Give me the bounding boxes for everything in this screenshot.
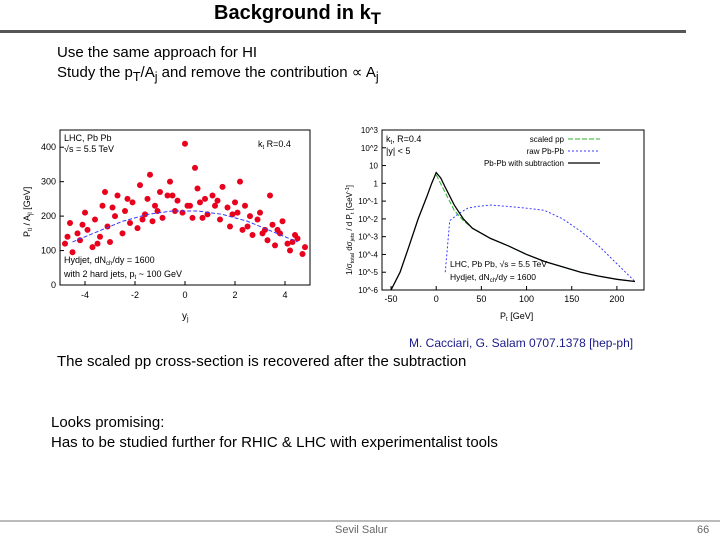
right-y-axis-label: $1/\sigma_{total}$ $d\sigma_{jets}$ / d $P_t$ [GeV$^{-1}$]	[345, 185, 356, 275]
left-data-point	[212, 203, 218, 209]
intro-line-1: Use the same approach for HI	[57, 44, 258, 61]
intro-line-2: Study the $p_T/A_j$ and remove the contribution ∝ $A_j$	[57, 64, 379, 84]
left-data-point	[112, 213, 118, 219]
left-x-tick-label: 2	[232, 290, 238, 300]
left-legend-line-2: √s = 5.5 TeV	[64, 144, 115, 154]
left-data-point	[240, 227, 246, 233]
left-data-point	[302, 244, 308, 250]
left-data-point	[245, 223, 251, 229]
right-x-tick-label: -50	[384, 294, 398, 304]
left-data-point	[255, 217, 261, 223]
left-data-point	[215, 198, 221, 204]
left-data-point	[287, 248, 293, 254]
left-data-point	[185, 203, 191, 209]
right-x-tick-label: 150	[564, 294, 580, 304]
left-info-line-2: with 2 hard jets, $p_t$ ~ 100 GeV	[64, 269, 183, 281]
left-data-point	[210, 192, 216, 198]
left-data-point	[237, 179, 243, 185]
left-data-point	[272, 242, 278, 248]
title-divider	[0, 30, 686, 33]
left-data-point	[267, 192, 273, 198]
left-x-tick-label: -2	[130, 290, 140, 300]
left-data-point	[275, 227, 281, 233]
left-data-point	[280, 218, 286, 224]
left-data-point	[295, 236, 301, 242]
left-data-point	[122, 208, 128, 214]
left-plot	[22, 130, 310, 323]
left-data-point	[195, 186, 201, 192]
right-x-tick-label: 100	[519, 294, 535, 304]
left-data-point	[62, 241, 68, 247]
right-info-line-1: LHC, Pb Pb, √s = 5.5 TeV	[450, 259, 547, 269]
conclusion-text	[51, 413, 498, 453]
right-x-axis-label: $P_t$ [GeV]	[500, 311, 534, 323]
left-data-point	[157, 189, 163, 195]
left-data-point	[270, 222, 276, 228]
left-y-axis-label: $P_{tl} / A_{jl}$ [GeV]	[22, 186, 34, 237]
left-data-point	[107, 239, 113, 245]
left-data-point	[97, 234, 103, 240]
right-y-tick-label: 10^-2	[358, 214, 378, 224]
left-x-axis-label: $y_j$	[182, 311, 189, 323]
left-data-point	[105, 223, 111, 229]
left-algo-label: $k_t$ R=0.4	[258, 139, 291, 151]
left-y-tick-label: 200	[40, 211, 56, 222]
left-data-point	[85, 227, 91, 233]
left-data-point	[170, 192, 176, 198]
left-data-point	[120, 230, 126, 236]
left-data-point	[80, 222, 86, 228]
left-x-tick-label: 4	[282, 290, 288, 300]
right-y-tick-label: 10^-5	[358, 268, 378, 278]
conclusion-line-2: Has to be studied further for RHIC & LHC with experimentalist tools	[51, 434, 498, 451]
legend-subtracted-label: Pb-Pb with subtraction	[483, 159, 564, 168]
left-data-point	[92, 217, 98, 223]
page-number: 66	[697, 524, 710, 536]
left-data-point	[90, 244, 96, 250]
right-algo-label: $k_t$, R=0.4	[386, 134, 422, 146]
left-x-tick-label: -4	[80, 290, 90, 300]
left-data-point	[67, 220, 73, 226]
left-data-point	[197, 199, 203, 205]
left-data-point	[167, 179, 173, 185]
slide-title: Background in $k_T$	[214, 2, 381, 28]
legend-scaled-pp-label: scaled pp	[529, 135, 564, 144]
right-y-tick-label: 10^-4	[358, 250, 378, 260]
left-data-point	[247, 213, 253, 219]
right-y-tick-label: 10^2	[360, 143, 378, 153]
right-info-line-2: Hydjet, $dN_{ch}/dy = 1600$	[450, 272, 536, 284]
left-data-point	[227, 223, 233, 229]
left-data-point	[192, 165, 198, 171]
right-y-tick-label: 10^-3	[358, 232, 378, 242]
left-data-point	[75, 230, 81, 236]
left-data-point	[130, 199, 136, 205]
left-legend-line-1: LHC, Pb Pb	[64, 133, 112, 143]
left-data-point	[145, 196, 151, 202]
legend-raw-label: raw Pb-Pb	[526, 147, 564, 156]
left-data-point	[257, 210, 263, 216]
left-data-point	[125, 196, 131, 202]
left-data-point	[140, 217, 146, 223]
left-y-tick-label: 300	[40, 176, 56, 187]
left-data-point	[110, 205, 116, 211]
left-data-point	[232, 199, 238, 205]
right-y-tick-label: 10^3	[360, 126, 378, 135]
figure	[22, 125, 690, 325]
left-y-tick-label: 400	[40, 142, 56, 153]
right-y-tick-label: 1	[373, 179, 378, 189]
left-data-point	[225, 205, 231, 211]
left-y-tick-label: 100	[40, 245, 56, 256]
left-data-point	[175, 198, 181, 204]
right-x-tick-label: 0	[433, 294, 439, 304]
right-y-tick-label: 10^-6	[358, 286, 378, 295]
left-data-point	[95, 241, 101, 247]
left-x-tick-label: 0	[182, 290, 188, 300]
left-data-point	[190, 215, 196, 221]
left-data-point	[220, 184, 226, 190]
left-data-point	[300, 251, 306, 257]
right-x-tick-label: 50	[476, 294, 487, 304]
left-data-point	[250, 232, 256, 238]
left-data-point	[65, 234, 71, 240]
left-data-point	[217, 217, 223, 223]
left-data-point	[150, 218, 156, 224]
left-data-point	[182, 141, 188, 147]
left-data-point	[202, 196, 208, 202]
left-data-point	[160, 215, 166, 221]
left-info-line-1: Hydjet, $dN_{ch}/dy = 1600$	[64, 255, 155, 267]
left-data-point	[135, 225, 141, 231]
conclusion-line-1: Looks promising:	[51, 414, 165, 431]
left-data-point	[200, 215, 206, 221]
right-plot	[345, 126, 644, 323]
right-y-tick-label: 10	[369, 161, 378, 171]
left-data-point	[152, 203, 158, 209]
left-y-tick-label: 0	[50, 280, 56, 290]
right-y-tick-label: 10^-1	[358, 197, 378, 207]
left-data-point	[260, 230, 266, 236]
footer-divider	[0, 520, 720, 522]
left-data-point	[127, 220, 133, 226]
result-statement: The scaled pp cross-section is recovered after the subtraction	[57, 353, 467, 370]
right-rapidity-label: |y| < 5	[386, 146, 411, 156]
left-data-point	[115, 192, 121, 198]
left-data-point	[82, 210, 88, 216]
left-data-point	[137, 182, 143, 188]
figure-credit: M. Cacciari, G. Salam 0707.1378 [hep-ph]	[409, 336, 634, 350]
left-data-point	[147, 172, 153, 178]
intro-text	[57, 43, 379, 87]
left-data-point	[102, 189, 108, 195]
left-data-point	[100, 203, 106, 209]
right-x-tick-label: 200	[609, 294, 625, 304]
left-data-point	[242, 203, 248, 209]
left-data-point	[265, 237, 271, 243]
left-data-point	[77, 237, 83, 243]
footer-author: Sevil Salur	[335, 524, 388, 536]
